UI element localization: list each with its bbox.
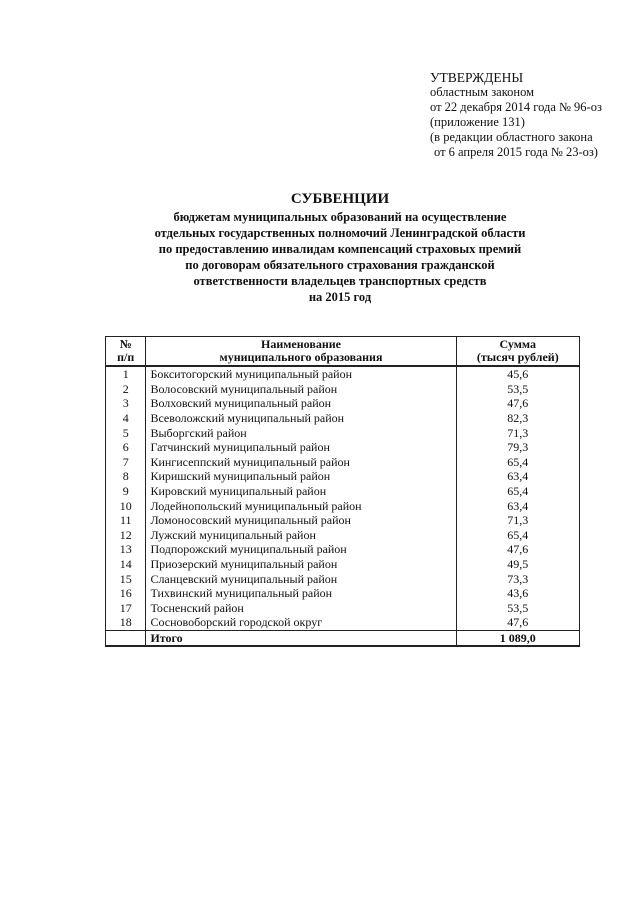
row-amount: 49,5	[456, 557, 579, 572]
row-amount: 65,4	[456, 484, 579, 499]
row-number: 6	[106, 440, 146, 455]
table-row	[106, 366, 580, 382]
row-amount: 65,4	[456, 528, 579, 543]
row-number: 9	[106, 484, 146, 499]
row-number: 15	[106, 571, 146, 586]
row-number: 12	[106, 528, 146, 543]
municipality-name: Лодейнопольский муниципальный район	[146, 498, 456, 513]
title-line: по предоставлению инвалидам компенсаций страховых премий	[158, 242, 522, 256]
row-amount: 82,3	[456, 411, 579, 426]
approval-line: (приложение 131)	[430, 115, 525, 129]
table-row	[106, 469, 580, 484]
row-amount: 53,5	[456, 382, 579, 397]
approval-stamp	[430, 70, 630, 160]
row-amount: 47,6	[456, 615, 579, 630]
table-row	[106, 440, 580, 455]
row-amount: 63,4	[456, 498, 579, 513]
municipality-name: Кировский муниципальный район	[146, 484, 456, 499]
table-header-row	[106, 337, 580, 367]
table-body	[106, 366, 580, 646]
approval-line: от 6 апреля 2015 года № 23-оз)	[434, 145, 598, 159]
header-name-line: Наименование	[260, 337, 341, 351]
municipality-name: Сланцевский муниципальный район	[146, 571, 456, 586]
approval-line: от 22 декабря 2014 года № 96-оз	[430, 100, 602, 114]
municipality-name: Волосовский муниципальный район	[146, 382, 456, 397]
row-amount: 53,5	[456, 601, 579, 616]
table-row	[106, 513, 580, 528]
table-row	[106, 396, 580, 411]
municipality-name: Бокситогорский муниципальный район	[146, 366, 456, 382]
municipality-name: Приозерский муниципальный район	[146, 557, 456, 572]
title-line: по договорам обязательного страхования гражданской	[185, 258, 495, 272]
header-num-line: п/п	[117, 350, 135, 364]
row-amount: 63,4	[456, 469, 579, 484]
header-name-line: муниципального образования	[219, 350, 383, 364]
row-amount: 71,3	[456, 513, 579, 528]
municipality-name: Всеволожский муниципальный район	[146, 411, 456, 426]
table-row	[106, 425, 580, 440]
total-num-cell	[106, 630, 146, 646]
municipality-name: Ломоносовский муниципальный район	[146, 513, 456, 528]
row-amount: 71,3	[456, 425, 579, 440]
table-row	[106, 615, 580, 630]
title-line: бюджетам муниципальных образований на осуществление	[173, 210, 507, 224]
row-amount: 47,6	[456, 542, 579, 557]
row-number: 4	[106, 411, 146, 426]
table-row	[106, 455, 580, 470]
header-sum-line: Сумма	[499, 337, 537, 351]
row-amount: 45,6	[456, 366, 579, 382]
header-sum-line: (тысяч рублей)	[476, 350, 559, 364]
title-line: ответственности владельцев транспортных средств	[193, 274, 487, 288]
row-number: 8	[106, 469, 146, 484]
row-number: 7	[106, 455, 146, 470]
header-num	[106, 337, 146, 367]
row-number: 18	[106, 615, 146, 630]
municipality-name: Подпорожский муниципальный район	[146, 542, 456, 557]
table-row	[106, 382, 580, 397]
approval-line: (в редакции областного закона	[430, 130, 593, 144]
table-row	[106, 557, 580, 572]
total-label: Итого	[146, 630, 456, 646]
table-row	[106, 586, 580, 601]
title-line: на 2015 год	[308, 290, 372, 304]
row-number: 10	[106, 498, 146, 513]
row-number: 1	[106, 366, 146, 382]
municipality-name: Гатчинский муниципальный район	[146, 440, 456, 455]
document-title	[90, 190, 590, 305]
header-sum	[456, 337, 579, 367]
municipality-name: Лужский муниципальный район	[146, 528, 456, 543]
subventions-table	[105, 336, 580, 647]
row-amount: 47,6	[456, 396, 579, 411]
title-main: СУБВЕНЦИИ	[290, 191, 390, 207]
header-name	[146, 337, 456, 367]
row-amount: 79,3	[456, 440, 579, 455]
total-sum: 1 089,0	[456, 630, 579, 646]
municipality-name: Киришский муниципальный район	[146, 469, 456, 484]
table-row	[106, 601, 580, 616]
municipality-name: Тихвинский муниципальный район	[146, 586, 456, 601]
table-row	[106, 498, 580, 513]
row-amount: 73,3	[456, 571, 579, 586]
row-amount: 43,6	[456, 586, 579, 601]
table-row	[106, 542, 580, 557]
municipality-name: Выборгский район	[146, 425, 456, 440]
header-num-line: №	[119, 337, 132, 351]
table-row	[106, 571, 580, 586]
municipality-name: Сосновоборский городской округ	[146, 615, 456, 630]
row-number: 11	[106, 513, 146, 528]
municipality-name: Тосненский район	[146, 601, 456, 616]
total-row	[106, 630, 580, 646]
row-amount: 65,4	[456, 455, 579, 470]
row-number: 13	[106, 542, 146, 557]
approval-heading: УТВЕРЖДЕНЫ	[430, 70, 524, 85]
approval-line: областным законом	[430, 85, 535, 99]
row-number: 3	[106, 396, 146, 411]
municipality-name: Кингисеппский муниципальный район	[146, 455, 456, 470]
row-number: 16	[106, 586, 146, 601]
row-number: 14	[106, 557, 146, 572]
row-number: 5	[106, 425, 146, 440]
municipality-name: Волховский муниципальный район	[146, 396, 456, 411]
table-row	[106, 411, 580, 426]
title-line: отдельных государственных полномочий Ленинградской области	[154, 226, 526, 240]
table-row	[106, 484, 580, 499]
row-number: 2	[106, 382, 146, 397]
table-row	[106, 528, 580, 543]
row-number: 17	[106, 601, 146, 616]
